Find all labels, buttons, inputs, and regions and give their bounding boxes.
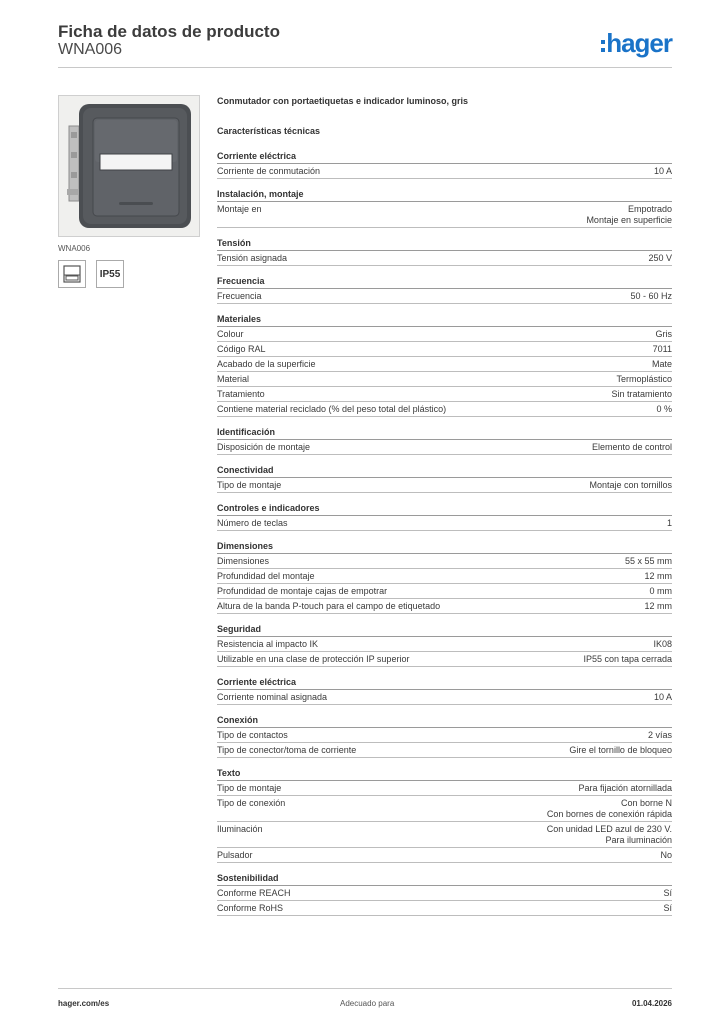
spec-value-line: 10 A <box>653 692 672 702</box>
spec-section <box>217 539 672 614</box>
photo-caption: WNA006 <box>58 244 91 253</box>
spec-value-line: Empotrado <box>627 204 672 214</box>
spec-row <box>217 387 672 402</box>
spec-row <box>217 652 672 667</box>
spec-row <box>217 289 672 304</box>
spec-value <box>653 344 672 355</box>
spec-value-line: Montaje en superficie <box>586 215 672 225</box>
spec-label: Tipo de conexión <box>217 798 286 808</box>
footer-center: Adecuado para <box>340 999 395 1008</box>
spec-value <box>616 374 672 385</box>
spec-value <box>648 730 672 741</box>
page-title: Ficha de datos de producto <box>58 22 280 41</box>
spec-value <box>656 404 672 415</box>
spec-row <box>217 848 672 863</box>
spec-section <box>217 713 672 758</box>
spec-value-line: Para fijación atornillada <box>578 783 672 793</box>
section-title: Frecuencia <box>217 274 672 289</box>
spec-section <box>217 871 672 916</box>
logo-dots-icon <box>601 40 605 52</box>
spec-value <box>660 850 672 861</box>
section-title: Identificación <box>217 425 672 440</box>
spec-value <box>589 480 672 491</box>
spec-row <box>217 743 672 758</box>
spec-label: Colour <box>217 329 244 339</box>
spec-section <box>217 501 672 531</box>
spec-row <box>217 690 672 705</box>
spec-value-line: IP55 con tapa cerrada <box>583 654 672 664</box>
spec-section <box>217 675 672 705</box>
spec-label: Conforme REACH <box>217 888 291 898</box>
spec-value <box>592 442 672 453</box>
spec-row <box>217 342 672 357</box>
spec-value-line: Gire el tornillo de bloqueo <box>569 745 672 755</box>
spec-value <box>644 601 672 612</box>
spec-row <box>217 478 672 493</box>
spec-label: Conforme RoHS <box>217 903 284 913</box>
spec-section <box>217 312 672 417</box>
spec-row <box>217 796 672 822</box>
spec-value <box>656 329 673 340</box>
spec-section <box>217 187 672 228</box>
section-title: Conexión <box>217 713 672 728</box>
spec-value <box>630 291 672 302</box>
spec-value-line: Con unidad LED azul de 230 V. <box>546 824 672 834</box>
section-title: Conectividad <box>217 463 672 478</box>
spec-row <box>217 822 672 848</box>
spec-label: Tipo de contactos <box>217 730 288 740</box>
spec-label: Altura de la banda P-touch para el campo de etiquetado <box>217 601 441 611</box>
spec-row <box>217 372 672 387</box>
spec-row <box>217 327 672 342</box>
spec-label: Frecuencia <box>217 291 262 301</box>
page-header <box>58 22 672 68</box>
spec-value-line: Gris <box>655 329 672 339</box>
spec-value-line: 50 - 60 Hz <box>630 291 672 301</box>
spec-label: Corriente nominal asignada <box>217 692 328 702</box>
spec-value-line: 250 V <box>648 253 672 263</box>
page-footer <box>58 988 672 1012</box>
spec-row <box>217 554 672 569</box>
spec-value <box>648 253 672 264</box>
spec-value-line: Montaje con tornillos <box>589 480 672 490</box>
spec-value <box>654 166 672 177</box>
specs-content <box>217 95 672 924</box>
footer-date: 01.04.2026 <box>631 999 672 1008</box>
hager-logo <box>601 26 672 56</box>
section-title: Instalación, montaje <box>217 187 672 202</box>
spec-row <box>217 202 672 228</box>
spec-label: Tipo de montaje <box>217 480 282 490</box>
spec-value <box>547 824 672 846</box>
spec-row <box>217 599 672 614</box>
spec-value-line: 7011 <box>652 344 672 354</box>
spec-value-line: Con bornes de conexión rápida <box>546 809 672 819</box>
product-description: Conmutador con portaetiquetas e indicador luminoso, gris <box>217 96 469 106</box>
spec-label: Tipo de montaje <box>217 783 282 793</box>
spec-row <box>217 357 672 372</box>
spec-row <box>217 251 672 266</box>
spec-label: Material <box>217 374 250 384</box>
section-title: Controles e indicadores <box>217 501 672 516</box>
spec-value-line: 12 mm <box>644 601 672 611</box>
spec-section <box>217 274 672 304</box>
spec-value <box>652 359 672 370</box>
spec-value <box>663 903 672 914</box>
section-title: Sostenibilidad <box>217 871 672 886</box>
spec-row <box>217 164 672 179</box>
spec-value-line: No <box>660 850 672 860</box>
spec-label: Tratamiento <box>217 389 265 399</box>
spec-section <box>217 622 672 667</box>
spec-value-line: Para iluminación <box>605 835 672 845</box>
spec-label: Código RAL <box>217 344 266 354</box>
spec-row <box>217 516 672 531</box>
section-title: Texto <box>217 766 672 781</box>
spec-label: Dimensiones <box>217 556 270 566</box>
spec-value <box>650 586 673 597</box>
spec-section <box>217 463 672 493</box>
section-title: Materiales <box>217 312 672 327</box>
spec-row <box>217 781 672 796</box>
spec-row <box>217 440 672 455</box>
spec-value-line: 12 mm <box>644 571 672 581</box>
spec-label: Tipo de conector/toma de corriente <box>217 745 357 755</box>
spec-row <box>217 901 672 916</box>
section-title: Corriente eléctrica <box>217 675 672 690</box>
spec-label: Acabado de la superficie <box>217 359 316 369</box>
product-code: WNA006 <box>58 41 123 58</box>
spec-value-line: 0 % <box>656 404 672 414</box>
spec-value <box>644 571 672 582</box>
section-title: Dimensiones <box>217 539 672 554</box>
spec-value-line: Termoplástico <box>616 374 672 384</box>
footer-website: hager.com/es <box>58 999 110 1008</box>
spec-value-line: Sí <box>663 903 672 913</box>
spec-value-line: 1 <box>666 518 672 528</box>
spec-value-line: Mate <box>651 359 672 369</box>
spec-label: Profundidad de montaje cajas de empotrar <box>217 586 388 596</box>
spec-value-line: 2 vías <box>647 730 672 740</box>
spec-section <box>217 236 672 266</box>
spec-value-line: 55 x 55 mm <box>624 556 672 566</box>
switch-product-photo-icon <box>59 96 200 237</box>
spec-value-line: 0 mm <box>649 586 672 596</box>
spec-value-line: 10 A <box>653 166 672 176</box>
spec-value-line: Sin tratamiento <box>611 389 672 399</box>
spec-value <box>667 518 672 529</box>
spec-label: Montaje en <box>217 204 262 214</box>
spec-label: Profundidad del montaje <box>217 571 315 581</box>
spec-value <box>586 204 672 226</box>
tech-title: Características técnicas <box>217 126 321 136</box>
spec-sections <box>217 149 672 916</box>
spec-value <box>654 692 672 703</box>
spec-label: Pulsador <box>217 850 253 860</box>
spec-row <box>217 584 672 599</box>
spec-label: Disposición de montaje <box>217 442 311 452</box>
section-title: Corriente eléctrica <box>217 149 672 164</box>
spec-label: Utilizable en una clase de protección IP superior <box>217 654 410 664</box>
spec-value <box>547 798 672 820</box>
spec-value <box>625 556 672 567</box>
spec-section <box>217 425 672 455</box>
ip-rating-icon: IP55 <box>96 260 124 288</box>
spec-row <box>217 402 672 417</box>
product-photo <box>58 95 200 237</box>
flush-mount-icon <box>58 260 86 288</box>
spec-value-line: Elemento de control <box>591 442 672 452</box>
spec-value <box>611 389 672 400</box>
spec-value-line: IK08 <box>653 639 672 649</box>
section-title: Tensión <box>217 236 672 251</box>
spec-value-line: Sí <box>663 888 672 898</box>
spec-value <box>583 654 672 665</box>
spec-value <box>653 639 672 650</box>
spec-row <box>217 886 672 901</box>
spec-row <box>217 637 672 652</box>
section-title: Seguridad <box>217 622 672 637</box>
spec-label: Tensión asignada <box>217 253 288 263</box>
spec-label: Iluminación <box>217 824 263 834</box>
spec-value-line: Con borne N <box>620 798 672 808</box>
logo-wordmark: hager <box>606 28 672 58</box>
spec-value <box>569 745 672 756</box>
spec-value <box>663 888 672 899</box>
spec-label: Contiene material reciclado (% del peso total del plástico) <box>217 404 447 414</box>
spec-row <box>217 569 672 584</box>
spec-value <box>578 783 672 794</box>
spec-label: Corriente de conmutación <box>217 166 321 176</box>
spec-section <box>217 766 672 863</box>
spec-label: Número de teclas <box>217 518 288 528</box>
spec-label: Resistencia al impacto IK <box>217 639 319 649</box>
spec-row <box>217 728 672 743</box>
spec-section <box>217 149 672 179</box>
